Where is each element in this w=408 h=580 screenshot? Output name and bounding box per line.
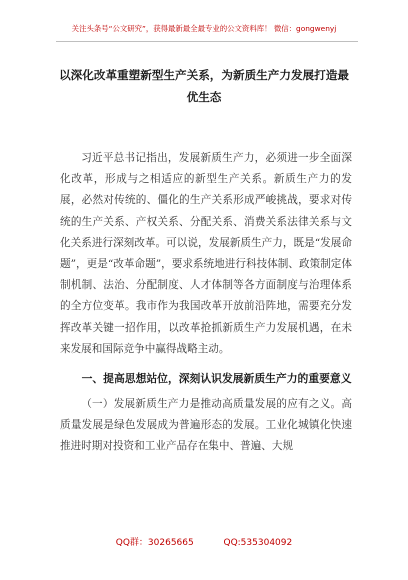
header-divider	[56, 41, 358, 42]
section-heading: 一、提高思想站位，深刻认识发展新质生产力的重要意义	[81, 372, 352, 386]
body-paragraph: 习近平总书记指出，发展新质生产力，必须进一步全面深化改革，形成与之相适应的新型生产关系。新质生产力的发展，必然对传统的、僵化的生产关系形成严峻挑战，要求对传统的生产关系、产权关系、分配关系、消费关系法律关系与文化关系进行深刻改革。可以说，发展新质生产力，既是“发展命题”，更是“改革命题”，要求系统地进行科技体制、政策制定体制机制、法治、分配制度、人才体制等各方面制度与治理体系的全方位变革。我市作为我国改革开放前沿阵地，需要充分发挥改革关键一招作用，以改革抢抓新质生产力发展机遇，在未来发展和国际竞争中赢得战略主动。	[60, 152, 352, 355]
header-promo-note: 关注头条号“公文研究”，获得最新最全最专业的公文资料库！ 微信：gongwenyj	[71, 24, 337, 33]
document-body	[60, 148, 352, 457]
document-title: 以深化改革重塑新型生产关系，为新质生产力发展打造最优生态	[59, 68, 349, 104]
footer-contact	[40, 537, 368, 549]
sub-paragraph: （一）发展新质生产力是推动高质量发展的应有之义。高质量发展是绿色发展成为普遍形态的发展。工业化城镇化快速推进时期对投资和工业产品存在集中、普遍、大规	[60, 397, 352, 453]
qq-group-number: QQ群：30265665	[115, 538, 194, 548]
qq-number: QQ:535304092	[223, 538, 293, 548]
